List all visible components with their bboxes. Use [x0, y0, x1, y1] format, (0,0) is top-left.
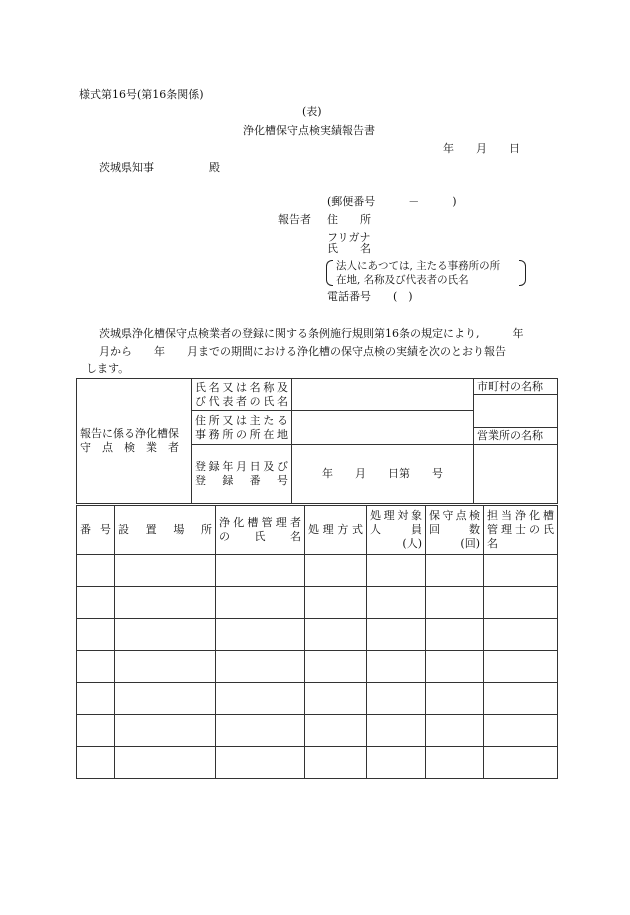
- table-cell[interactable]: [115, 683, 216, 715]
- table-cell[interactable]: [426, 715, 484, 747]
- name-rep-label-line1: 氏名又は名称及: [195, 380, 288, 394]
- name-rep-input[interactable]: [292, 379, 474, 411]
- postal-code-field[interactable]: (郵便番号 － ): [327, 195, 457, 208]
- table-cell[interactable]: [484, 555, 558, 587]
- table-cell[interactable]: [426, 747, 484, 779]
- body-line-1: 茨城県浄化槽保守点検業者の登録に関する条例施行規則第16条の規定により, 年: [99, 327, 524, 340]
- table-cell[interactable]: [367, 651, 426, 683]
- col-header-count: [426, 506, 484, 555]
- table-cell[interactable]: [367, 747, 426, 779]
- corp-note-line1: 法人にあつては, 主たる事務所の所: [336, 260, 501, 272]
- name-rep-label-line2: び代表者の氏名: [195, 394, 288, 408]
- col-header-target: [367, 506, 426, 555]
- table-cell[interactable]: [484, 587, 558, 619]
- addr-input[interactable]: [292, 411, 474, 445]
- body-line-3: します。: [86, 362, 130, 375]
- col-header-count-line1: 保守点検: [429, 509, 480, 522]
- date-line: 年 月 日: [443, 142, 520, 155]
- table-cell[interactable]: [305, 683, 367, 715]
- office-label-text: 営業所の名称: [477, 429, 543, 442]
- table-row: [77, 747, 558, 779]
- furigana-field[interactable]: フリガナ: [327, 231, 371, 244]
- table-row: [77, 587, 558, 619]
- office-input[interactable]: [474, 445, 558, 504]
- table-cell[interactable]: [426, 619, 484, 651]
- vendor-label-line2: 守 点 検 業 者: [80, 441, 179, 454]
- reporter-label: 報告者: [278, 213, 311, 226]
- table-cell[interactable]: [216, 715, 305, 747]
- table-cell[interactable]: [367, 555, 426, 587]
- table-cell[interactable]: [367, 683, 426, 715]
- table-cell[interactable]: [305, 715, 367, 747]
- bracket-left: [326, 260, 333, 286]
- table-row: [77, 715, 558, 747]
- col-header-manager-line2: の 氏 名: [219, 530, 301, 543]
- col-header-no: 番号: [77, 506, 115, 555]
- table-cell[interactable]: [484, 619, 558, 651]
- vendor-label: [77, 379, 192, 504]
- form-side: (表): [302, 105, 322, 118]
- table-cell[interactable]: [367, 715, 426, 747]
- table-cell[interactable]: [484, 747, 558, 779]
- municipality-label-text: 市町村の名称: [477, 379, 543, 393]
- table-cell[interactable]: [216, 651, 305, 683]
- col-header-tech-line1: 担当浄化槽: [487, 509, 554, 522]
- table-cell[interactable]: [115, 651, 216, 683]
- col-header-manager-line1: 浄化槽管理者: [219, 516, 301, 529]
- addr-label-line1: 住所又は主たる: [195, 413, 288, 427]
- table-row: [77, 555, 558, 587]
- table-cell[interactable]: [305, 619, 367, 651]
- table-cell[interactable]: [305, 555, 367, 587]
- reg-label: [192, 445, 292, 504]
- col-header-manager: [216, 506, 305, 555]
- col-header-target-line2: 人 員: [370, 523, 422, 536]
- table-cell[interactable]: [115, 587, 216, 619]
- municipality-label: [474, 379, 558, 395]
- table-cell[interactable]: [484, 683, 558, 715]
- table-cell[interactable]: [77, 747, 115, 779]
- table-cell[interactable]: [115, 619, 216, 651]
- table-cell[interactable]: [216, 555, 305, 587]
- table-cell[interactable]: [77, 651, 115, 683]
- table-cell[interactable]: [216, 587, 305, 619]
- vendor-label-line1: 報告に係る浄化槽保: [80, 427, 179, 440]
- record-body: [77, 555, 558, 779]
- table-cell[interactable]: [484, 651, 558, 683]
- col-header-location: 設 置 場 所: [115, 506, 216, 555]
- table-cell[interactable]: [115, 555, 216, 587]
- address-field[interactable]: 住 所: [327, 213, 371, 226]
- table-cell[interactable]: [77, 587, 115, 619]
- name-rep-label: [192, 379, 292, 411]
- col-header-count-unit: (回): [460, 537, 480, 550]
- table-cell[interactable]: [115, 747, 216, 779]
- table-cell[interactable]: [77, 715, 115, 747]
- table-cell[interactable]: [426, 555, 484, 587]
- bracket-right: [519, 260, 526, 286]
- table-cell[interactable]: [77, 683, 115, 715]
- table-cell[interactable]: [367, 619, 426, 651]
- col-header-count-line2: 回 数: [429, 523, 480, 536]
- addr-label-line2: 事務所の所在地: [195, 427, 288, 441]
- table-cell[interactable]: [426, 651, 484, 683]
- corp-note-line2: 在地, 名称及び代表者の氏名: [336, 274, 469, 286]
- table-cell[interactable]: [77, 619, 115, 651]
- addressee: 茨城県知事 殿: [99, 161, 220, 174]
- table-cell[interactable]: [367, 587, 426, 619]
- table-cell[interactable]: [484, 715, 558, 747]
- reg-value-text: 年 月 日第 号: [322, 467, 443, 480]
- table-cell[interactable]: [216, 683, 305, 715]
- reg-value[interactable]: [292, 445, 474, 504]
- col-header-target-unit: (人): [402, 537, 422, 550]
- reg-label-line1: 登録年月日及び: [195, 460, 288, 473]
- record-table: [76, 505, 558, 779]
- page-title: 浄化槽保守点検実績報告書: [243, 124, 375, 137]
- table-cell[interactable]: [115, 715, 216, 747]
- record-header-row: [77, 506, 558, 555]
- table-cell[interactable]: [77, 555, 115, 587]
- col-header-tech-line2: 管理士の氏: [487, 523, 554, 536]
- table-cell[interactable]: [426, 683, 484, 715]
- col-header-tech-line3: 名: [487, 537, 498, 550]
- addr-label: [192, 411, 292, 445]
- table-cell[interactable]: [426, 587, 484, 619]
- form-number: 様式第16号(第16条関係): [79, 88, 204, 101]
- col-header-method: 処理方式: [305, 506, 367, 555]
- col-header-target-line1: 処理対象: [370, 509, 422, 522]
- office-label: [474, 428, 558, 445]
- phone-field[interactable]: 電話番号 ( ): [327, 290, 413, 303]
- table-row: [77, 619, 558, 651]
- municipality-input[interactable]: [474, 395, 558, 428]
- reg-label-line2: 登 録 番 号: [195, 474, 288, 487]
- col-header-tech: [484, 506, 558, 555]
- table-cell[interactable]: [216, 747, 305, 779]
- body-line-2: 月から 年 月までの期間における浄化槽の保守点検の実績を次のとおり報告: [99, 345, 506, 358]
- name-field[interactable]: 氏 名: [327, 242, 371, 255]
- table-row: [77, 683, 558, 715]
- table-cell[interactable]: [305, 587, 367, 619]
- table-cell[interactable]: [216, 619, 305, 651]
- table-cell[interactable]: [305, 651, 367, 683]
- vendor-table: [76, 378, 558, 504]
- table-row: [77, 651, 558, 683]
- table-cell[interactable]: [305, 747, 367, 779]
